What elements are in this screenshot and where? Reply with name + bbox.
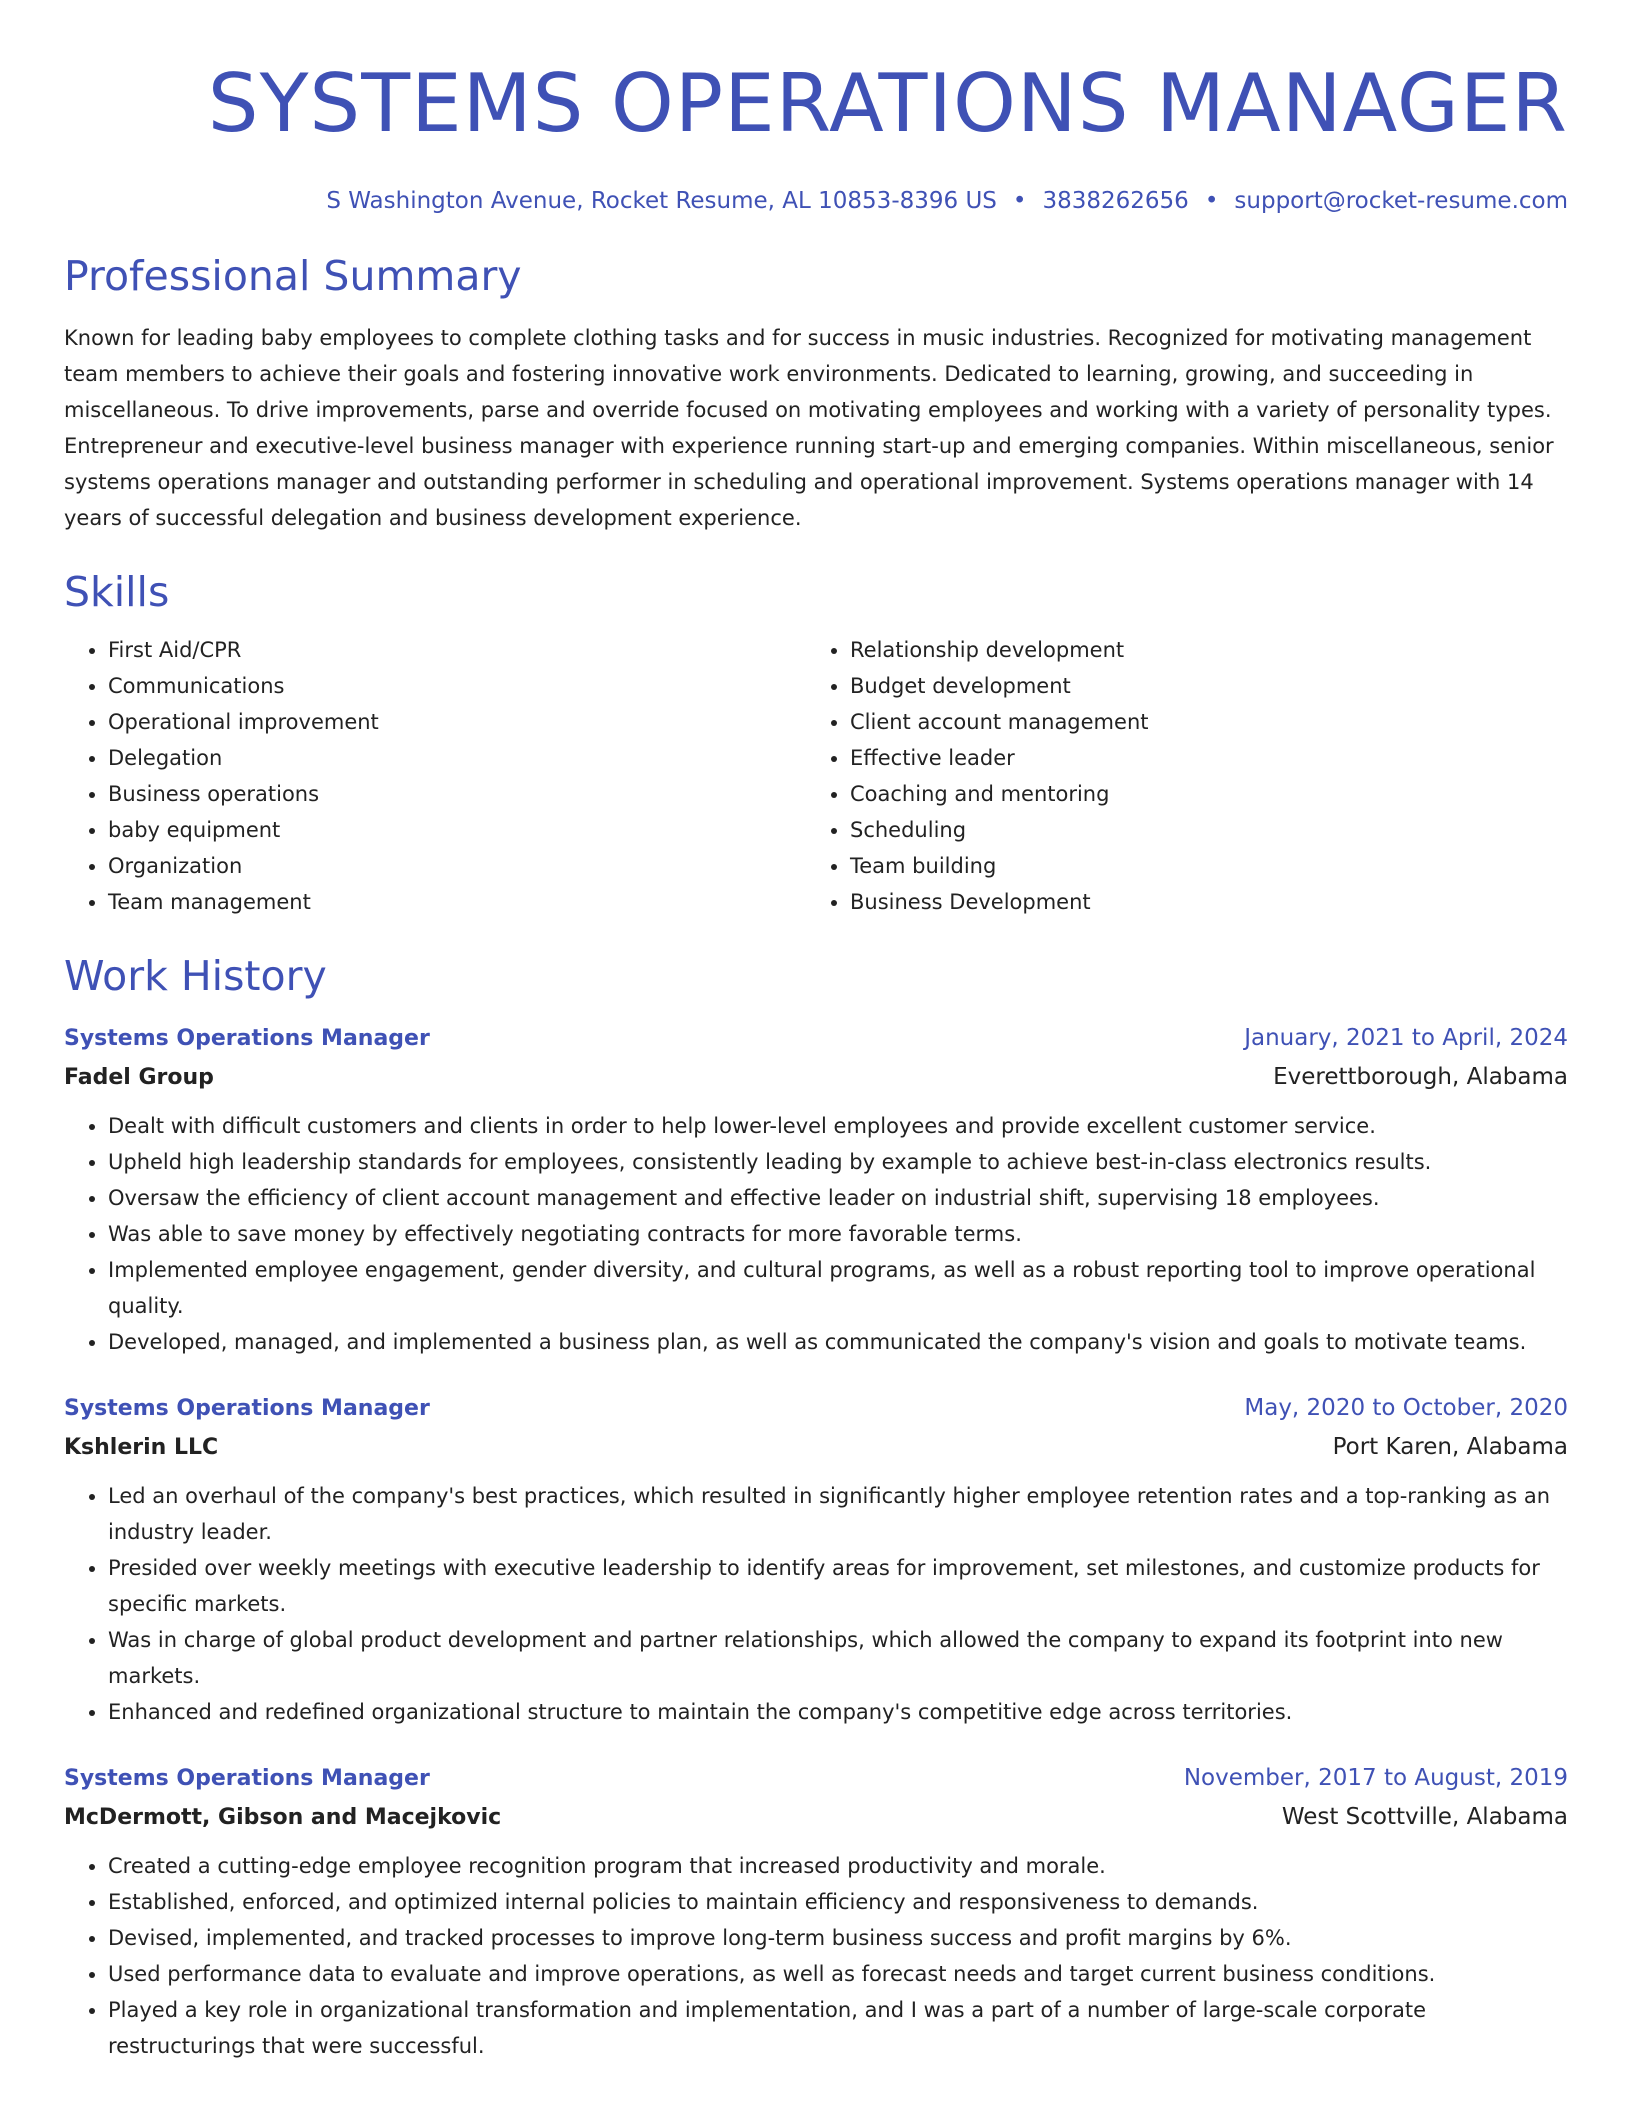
skill-item: • Scheduling <box>850 812 1566 848</box>
duty-item: • Played a key role in organizational transformation and implementation, and I was a part of a number of large-scale corporate restructurings that were successful. <box>108 1992 1568 2064</box>
job-duties <box>64 1848 1568 2064</box>
skill-item: • Delegation <box>108 740 806 776</box>
job-dates: January, 2021 to April, 2024 <box>1244 1025 1568 1051</box>
job-company-row <box>64 1057 1568 1098</box>
job-dates: November, 2017 to August, 2019 <box>1183 1765 1568 1791</box>
job-company: Fadel Group <box>64 1065 214 1090</box>
job-company-row <box>64 1797 1568 1838</box>
work-history-heading: Work History <box>64 952 327 1000</box>
skills-list <box>64 632 1568 920</box>
contact-phone: 3838262656 <box>1042 188 1189 214</box>
job-entry <box>64 1760 1568 2064</box>
skill-item: • baby equipment <box>108 812 806 848</box>
resume-name: SYSTEMS OPERATIONS MANAGER <box>207 57 1568 150</box>
skill-item: • First Aid/CPR <box>108 632 806 668</box>
summary-heading: Professional Summary <box>64 252 522 300</box>
skills-column-left <box>64 632 806 920</box>
job-title: Systems Operations Manager <box>64 1766 430 1791</box>
job-title: Systems Operations Manager <box>64 1026 430 1051</box>
job-location: Port Karen, Alabama <box>1332 1434 1568 1460</box>
contact-separator: • <box>1012 188 1027 214</box>
job-title: Systems Operations Manager <box>64 1396 430 1421</box>
duty-item: • Used performance data to evaluate and improve operations, as well as forecast needs and target current business conditions. <box>108 1956 1568 1992</box>
duty-item: • Led an overhaul of the company's best practices, which resulted in significantly higher employee retention rates and a top-ranking as an industry leader. <box>108 1478 1568 1550</box>
skill-item: • Client account management <box>850 704 1566 740</box>
job-company: Kshlerin LLC <box>64 1435 219 1460</box>
contact-email: support@rocket-resume.com <box>1234 188 1568 214</box>
skill-item: • Effective leader <box>850 740 1566 776</box>
duty-item: • Developed, managed, and implemented a business plan, as well as communicated the company's vision and goals to motivate teams. <box>108 1324 1568 1360</box>
skills-column-right <box>806 632 1566 920</box>
job-entry <box>64 1020 1568 1360</box>
skill-item: • Team building <box>850 848 1566 884</box>
skill-item: • Operational improvement <box>108 704 806 740</box>
job-header <box>64 1020 1568 1057</box>
skill-item: • Budget development <box>850 668 1566 704</box>
duty-item: • Devised, implemented, and tracked processes to improve long-term business success and profit margins by 6%. <box>108 1920 1568 1956</box>
duty-item: • Upheld high leadership standards for employees, consistently leading by example to achieve best-in-class electronics results. <box>108 1144 1568 1180</box>
skill-item: • Business Development <box>850 884 1566 920</box>
contact-line <box>64 186 1568 216</box>
job-header <box>64 1760 1568 1797</box>
skill-item: • Organization <box>108 848 806 884</box>
skill-item: • Relationship development <box>850 632 1566 668</box>
contact-address: S Washington Avenue, Rocket Resume, AL 10853-8396 US <box>326 188 997 214</box>
job-location: Everettborough, Alabama <box>1273 1064 1568 1090</box>
job-duties <box>64 1478 1568 1730</box>
duty-item: • Implemented employee engagement, gender diversity, and cultural programs, as well as a robust reporting tool to improve operational quality. <box>108 1252 1568 1324</box>
skill-item: • Communications <box>108 668 806 704</box>
duty-item: • Presided over weekly meetings with executive leadership to identify areas for improvement, set milestones, and customize products for specific markets. <box>108 1550 1568 1622</box>
duty-item: • Oversaw the efficiency of client account management and effective leader on industrial shift, supervising 18 employees. <box>108 1180 1568 1216</box>
job-company: McDermott, Gibson and Macejkovic <box>64 1805 502 1830</box>
job-duties <box>64 1108 1568 1360</box>
job-entry <box>64 1390 1568 1730</box>
summary-text: Known for leading baby employees to complete clothing tasks and for success in music industries. Recognized for motivating management team members to achieve their goals and fostering innovative work environments. Dedicated to learning, growing, and succeeding in miscellaneous. To drive improvements, parse and override focused on motivating employees and working with a variety of personality types. Entrepreneur and executive-level business manager with experience running start-up and emerging companies. Within miscellaneous, senior systems operations manager and outstanding performer in scheduling and operational improvement. Systems operations manager with 14 years of successful delegation and business development experience. <box>64 326 1554 530</box>
duty-item: • Was able to save money by effectively negotiating contracts for more favorable terms. <box>108 1216 1568 1252</box>
duty-item: • Enhanced and redefined organizational structure to maintain the company's competitive edge across territories. <box>108 1694 1568 1730</box>
job-header <box>64 1390 1568 1427</box>
duty-item: • Established, enforced, and optimized internal policies to maintain efficiency and responsiveness to demands. <box>108 1884 1568 1920</box>
skill-item: • Coaching and mentoring <box>850 776 1566 812</box>
job-location: West Scottville, Alabama <box>1281 1804 1568 1830</box>
job-company-row <box>64 1427 1568 1468</box>
duty-item: • Created a cutting-edge employee recognition program that increased productivity and morale. <box>108 1848 1568 1884</box>
duty-item: • Was in charge of global product development and partner relationships, which allowed the company to expand its footprint into new markets. <box>108 1622 1568 1694</box>
duty-item: • Dealt with difficult customers and clients in order to help lower-level employees and provide excellent customer service. <box>108 1108 1568 1144</box>
skills-heading: Skills <box>64 568 170 616</box>
skill-item: • Team management <box>108 884 806 920</box>
contact-separator: • <box>1204 188 1219 214</box>
job-dates: May, 2020 to October, 2020 <box>1244 1395 1568 1421</box>
skill-item: • Business operations <box>108 776 806 812</box>
